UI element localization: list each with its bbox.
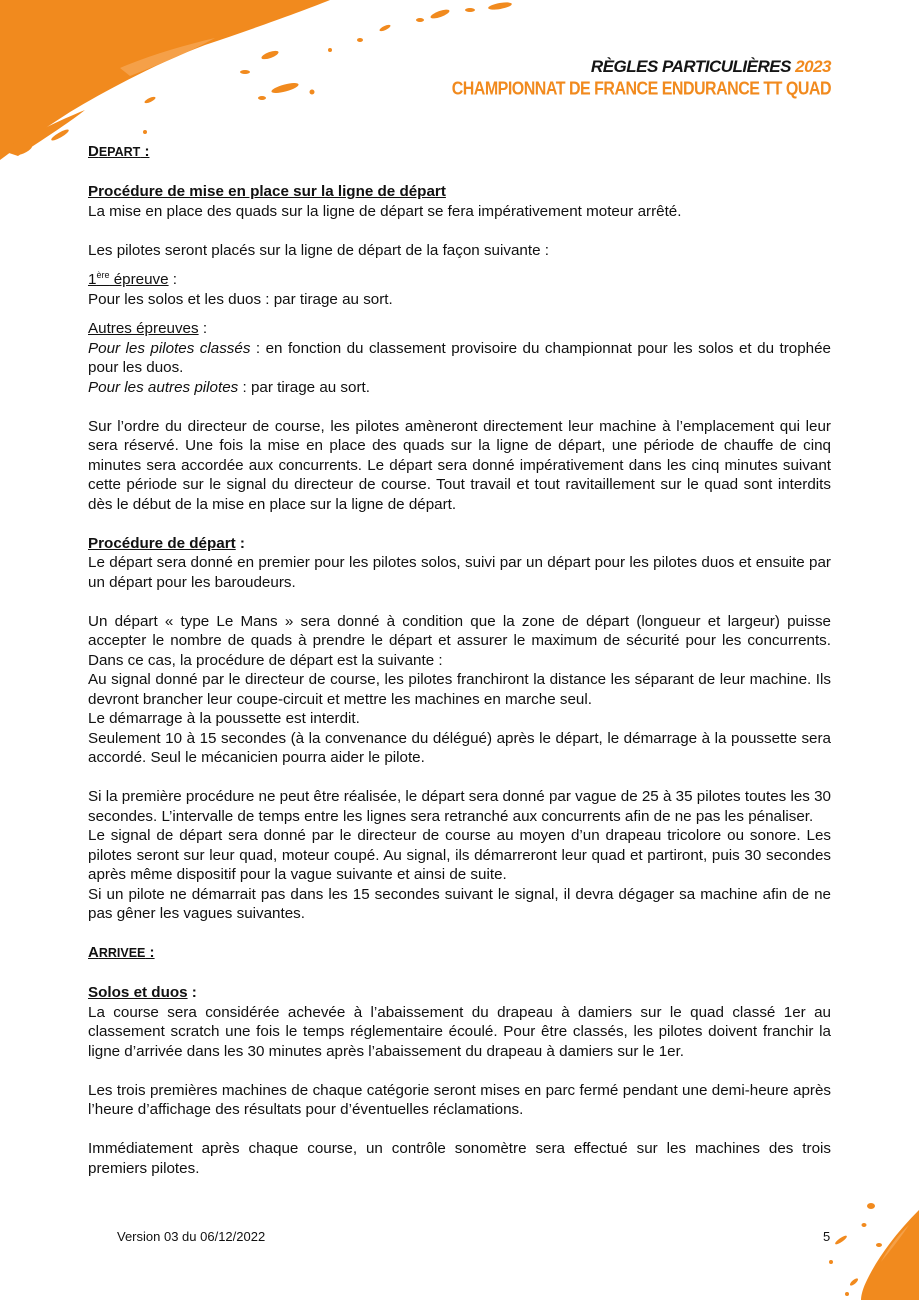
subheading-procedure-depart: Procédure de départ :	[88, 534, 245, 552]
paragraph-signal: Au signal donné par le directeur de course, les pilotes franchiront la distance les séparant de leur machine. Ils devront brancher leur coupe-circuit et mettre les machines en marche seul.	[88, 671, 831, 708]
page-number: 5	[823, 1229, 831, 1244]
header-title	[452, 57, 831, 77]
other-races-label: Autres épreuves :	[88, 320, 208, 337]
header-title-main: RÈGLES PARTICULIÈRES	[590, 57, 791, 76]
page-content	[88, 142, 831, 1178]
paragraph-finish: La course sera considérée achevée à l’abaissement du drapeau à damiers sur le quad classé 1er au classement scratch une fois le temps réglementaire écoulé. Pour être classés, les pilotes doivent franchir la ligne d’arrivée dans les 30 minutes après l’abaissement du drapeau à damiers sur le 1er.	[88, 1003, 831, 1060]
footer-version: Version 03 du 06/12/2022	[117, 1229, 266, 1244]
paragraph-order: Sur l’ordre du directeur de course, les pilotes amèneront directement leur machine à l’emplacement qui leur sera réservé. Une fois la mise en place des quads sur la ligne de départ, une période de chauffe de cinq minutes sera accordée aux concurrents. Le départ sera donné impérativement dans les cinq minutes suivant cette période sur le signal du directeur de course. Tout travail et tout ravitaillement sur le quad sont interdits dès le début de la mise en place sur la ligne de départ.	[88, 417, 831, 513]
paragraph-push-forbidden: Le démarrage à la poussette est interdit.	[88, 710, 360, 727]
header-title-year: 2023	[795, 57, 831, 76]
paragraph-start-order: Le départ sera donné en premier pour les pilotes solos, suivi par un départ pour les pilotes duos et ensuite par un départ pour les baroudeurs.	[88, 554, 831, 591]
paragraph-sonometre: Immédiatement après chaque course, un contrôle sonomètre sera effectué sur les machines des trois premiers pilotes.	[88, 1140, 831, 1177]
header-subtitle: CHAMPIONNAT DE FRANCE ENDURANCE TT QUAD	[451, 79, 831, 99]
document-header	[452, 57, 831, 99]
brush-stroke-decoration-bottom	[749, 1190, 919, 1300]
paragraph-mise-en-place: La mise en place des quads sur la ligne de départ se fera impérativement moteur arrêté.	[88, 202, 682, 220]
paragraph-classified-pilots: Pour les pilotes classés : en fonction du classement provisoire du championnat pour les solos et du trophée pour les duos.	[88, 339, 831, 376]
first-race-label: 1ère épreuve :	[88, 269, 178, 288]
subheading-solos-duos: Solos et duos :	[88, 984, 197, 1001]
paragraph-other-pilots: Pour les autres pilotes : par tirage au sort.	[88, 378, 370, 396]
paragraph-stall: Si un pilote ne démarrait pas dans les 15 secondes suivant le signal, il devra dégager sa machine afin de ne pas gêner les vagues suivantes.	[88, 885, 831, 922]
paragraph-le-mans: Un départ « type Le Mans » sera donné à condition que la zone de départ (longueur et largeur) puisse accepter le nombre de quads à prendre le départ et assurer le maximum de sécurité pour les concurrents. Dans ce cas, la procédure de départ est la suivante :	[88, 612, 831, 669]
subheading-mise-en-place: Procédure de mise en place sur la ligne de départ	[88, 183, 446, 200]
paragraph-parc-ferme: Les trois premières machines de chaque catégorie seront mises en parc fermé pendant une demi-heure après l’heure d’affichage des résultats pour d’éventuelles réclamations.	[88, 1081, 831, 1118]
paragraph-wave: Si la première procédure ne peut être réalisée, le départ sera donné par vague de 25 à 35 pilotes toutes les 30 secondes. L’intervalle de temps entre les lignes sera retranché aux concurrents afin de ne pas les pénaliser.	[88, 788, 831, 825]
section-heading-depart: DEPART :	[88, 143, 150, 160]
paragraph-first-race: Pour les solos et les duos : par tirage au sort.	[88, 290, 393, 308]
section-heading-arrivee: ARRIVEE :	[88, 944, 155, 961]
paragraph-placement-intro: Les pilotes seront placés sur la ligne de départ de la façon suivante :	[88, 241, 549, 259]
paragraph-signal-2: Le signal de départ sera donné par le directeur de course au moyen d’un drapeau tricolore ou sonore. Les pilotes seront sur leur quad, moteur coupé. Au signal, ils démarreront leur quad et partiront, puis 30 secondes après même dispositif pour la vague suivante et ainsi de suite.	[88, 827, 831, 883]
paragraph-push-allowed: Seulement 10 à 15 secondes (à la convenance du délégué) après le départ, le démarrage à la poussette sera accordé. Seul le mécanicien pourra aider le pilote.	[88, 729, 831, 766]
